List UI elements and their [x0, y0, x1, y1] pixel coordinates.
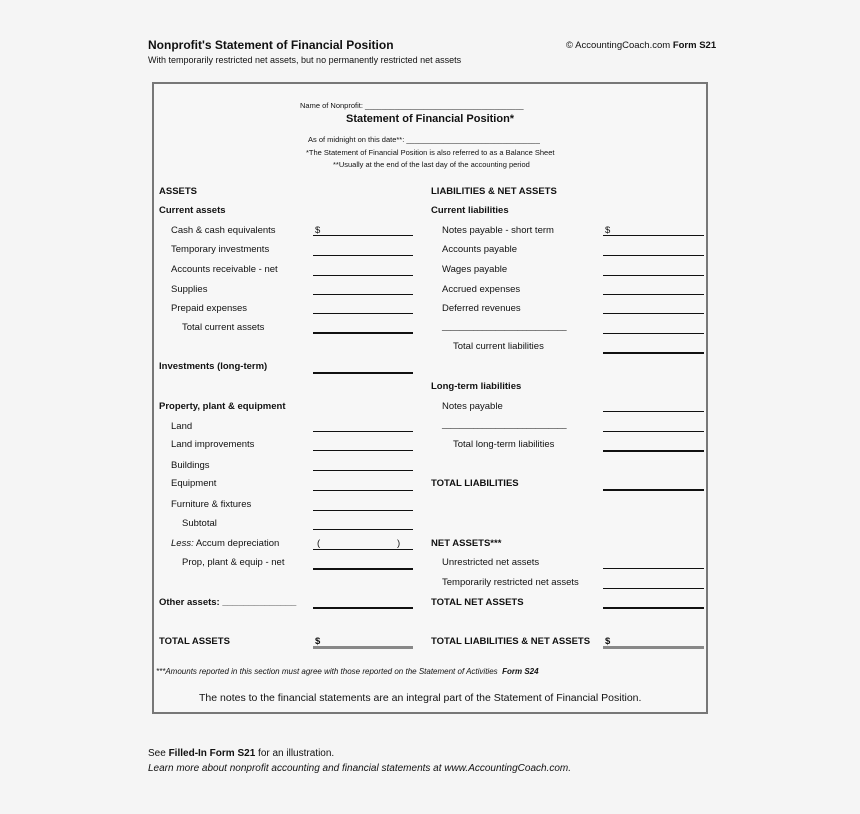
subtotal-label: Subtotal [182, 518, 217, 529]
total-liabilities-net-assets-input[interactable] [603, 646, 704, 649]
total-current-liabilities-label: Total current liabilities [453, 341, 544, 352]
longterm-liabilities-heading: Long-term liabilities [431, 381, 522, 392]
total-liab-net-dollar: $ [605, 636, 611, 647]
total-current-assets-label: Total current assets [182, 322, 265, 333]
page-title: Nonprofit's Statement of Financial Position [148, 38, 394, 52]
cash-dollar: $ [315, 225, 321, 236]
unrestricted-label: Unrestricted net assets [442, 557, 540, 568]
notes-payable-input[interactable] [603, 411, 704, 412]
accum-depreciation-input[interactable] [313, 549, 413, 550]
nonprofit-name-field[interactable]: Name of Nonprofit: ______________________________________ [300, 101, 524, 110]
cash-label: Cash & cash equivalents [171, 225, 276, 236]
total-current-liabilities-input[interactable] [603, 352, 704, 354]
accum-depreciation-label [171, 538, 279, 549]
custom-liability-input[interactable] [603, 333, 704, 334]
current-assets-heading: Current assets [159, 205, 226, 216]
total-net-assets-label: TOTAL NET ASSETS [431, 597, 524, 608]
accounts-payable-label: Accounts payable [442, 244, 517, 255]
total-assets-label: TOTAL ASSETS [159, 636, 230, 647]
form-id: Form S21 [672, 40, 717, 51]
cash-input[interactable] [313, 235, 413, 236]
statement-form [152, 82, 708, 714]
land-label: Land [171, 421, 193, 432]
buildings-label: Buildings [171, 460, 210, 471]
temp-restricted-label: Temporarily restricted net assets [442, 577, 579, 588]
total-liabilities-label: TOTAL LIABILITIES [431, 478, 519, 489]
period-note: **Usually at the end of the last day of the accounting period [333, 160, 530, 169]
assets-heading: ASSETS [159, 186, 198, 197]
page-subtitle: With temporarily restricted net assets, but no permanently restricted net assets [148, 55, 462, 65]
deferred-label: Deferred revenues [442, 303, 521, 314]
balance-sheet-note: *The Statement of Financial Position is also referred to as a Balance Sheet [306, 148, 555, 157]
filled-in-form-link[interactable]: Filled-In Form S21 [168, 748, 256, 759]
deferred-input[interactable] [603, 313, 704, 314]
notes-payable-label: Notes payable [442, 401, 503, 412]
buildings-input[interactable] [313, 470, 413, 471]
accrued-input[interactable] [603, 294, 704, 295]
notes-short-input[interactable] [603, 235, 704, 236]
wages-input[interactable] [603, 275, 704, 276]
notes-short-dollar: $ [605, 225, 611, 236]
ppe-net-label: Prop, plant & equip - net [182, 557, 285, 568]
furniture-input[interactable] [313, 510, 413, 511]
ppe-net-input[interactable] [313, 568, 413, 570]
total-longterm-input[interactable] [603, 450, 704, 452]
see-prefix: See [148, 748, 169, 759]
paren-close: ) [397, 538, 401, 549]
accrued-label: Accrued expenses [442, 284, 521, 295]
temp-investments-label: Temporary investments [171, 244, 270, 255]
land-input[interactable] [313, 431, 413, 432]
learn-more-link[interactable]: Learn more about nonprofit accounting and financial statements at www.AccountingCoach.com. [148, 763, 572, 774]
activities-footnote [156, 667, 539, 676]
equipment-label: Equipment [171, 478, 217, 489]
supplies-label: Supplies [171, 284, 208, 295]
prepaid-input[interactable] [313, 313, 413, 314]
total-liabilities-net-assets-label: TOTAL LIABILITIES & NET ASSETS [431, 636, 591, 647]
as-of-date-field[interactable]: As of midnight on this date**: ________________________________ [308, 135, 540, 144]
total-net-assets-input[interactable] [603, 607, 704, 609]
paren-open: ( [317, 538, 321, 549]
other-assets-input[interactable] [313, 607, 413, 609]
statement-title: Statement of Financial Position* [346, 113, 515, 125]
investments-input[interactable] [313, 372, 413, 374]
custom-liability-label[interactable]: ____________________________ [442, 322, 567, 331]
footnote-form-link[interactable]: Form S24 [502, 667, 539, 676]
subtotal-input[interactable] [313, 529, 413, 530]
wages-label: Wages payable [442, 264, 508, 275]
temp-investments-input[interactable] [313, 255, 413, 256]
custom-longterm-input[interactable] [603, 431, 704, 432]
see-suffix: for an illustration. [255, 748, 335, 759]
receivable-label: Accounts receivable - net [171, 264, 278, 275]
ppe-heading: Property, plant & equipment [159, 401, 286, 412]
notes-statement: The notes to the financial statements are an integral part of the Statement of Financial Position. [199, 692, 642, 704]
investments-label: Investments (long-term) [159, 361, 268, 372]
net-assets-heading: NET ASSETS*** [431, 538, 502, 549]
prepaid-label: Prepaid expenses [171, 303, 248, 314]
copyright-label: © AccountingCoach.com [566, 40, 671, 51]
receivable-input[interactable] [313, 275, 413, 276]
see-filled-in-text [148, 748, 334, 759]
custom-longterm-label[interactable]: ____________________________ [442, 420, 567, 429]
temp-restricted-input[interactable] [603, 588, 704, 589]
land-improvements-label: Land improvements [171, 439, 255, 450]
total-liabilities-input[interactable] [603, 489, 704, 491]
total-longterm-label: Total long-term liabilities [453, 439, 555, 450]
unrestricted-input[interactable] [603, 568, 704, 569]
footnote-text: ***Amounts reported in this section must agree with those reported on the Statement of Activities [156, 667, 498, 676]
notes-short-label: Notes payable - short term [442, 225, 554, 236]
furniture-label: Furniture & fixtures [171, 499, 252, 510]
copyright-text [566, 40, 716, 51]
less-label: Less: [171, 538, 194, 549]
total-assets-input[interactable] [313, 646, 413, 649]
supplies-input[interactable] [313, 294, 413, 295]
total-current-assets-input[interactable] [313, 332, 413, 334]
equipment-input[interactable] [313, 490, 413, 491]
other-assets-label[interactable]: Other assets: ______________ [159, 597, 297, 608]
accounts-payable-input[interactable] [603, 255, 704, 256]
accum-depr-text: Accum depreciation [193, 538, 280, 549]
land-improvements-input[interactable] [313, 450, 413, 451]
liabilities-heading: LIABILITIES & NET ASSETS [431, 186, 557, 197]
current-liabilities-heading: Current liabilities [431, 205, 509, 216]
total-assets-dollar: $ [315, 636, 321, 647]
